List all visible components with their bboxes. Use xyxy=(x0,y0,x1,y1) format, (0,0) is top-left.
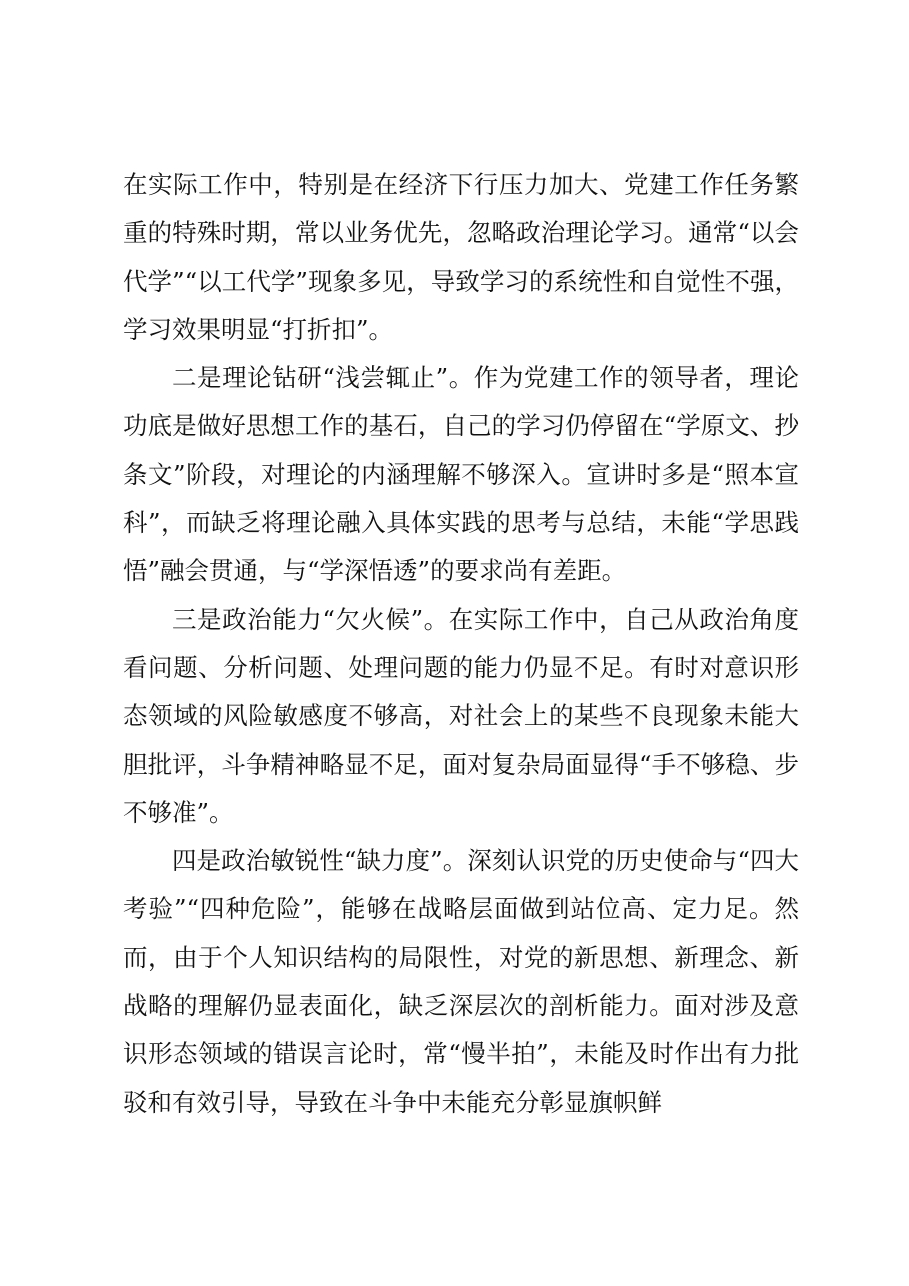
paragraph-continuation: 在实际工作中，特别是在经济下行压力加大、党建工作任务繁重的特殊时期，常以业务优先，忽略政治理论学习。通常“以会代学”“以工代学”现象多见，导致学习的系统性和自觉性不强，学习效果明显“打折扣”。 xyxy=(123,170,799,344)
paragraph-political-ability: 三是政治能力“欠火候”。在实际工作中，自己从政治角度看问题、分析问题、处理问题的能力仍显不足。有时对意识形态领域的风险敏感度不够高，对社会上的某些不良现象未能大胆批评，斗争精神略显不足，面对复杂局面显得“手不够稳、步不够准”。 xyxy=(123,604,799,827)
paragraph-political-sensitivity: 四是政治敏锐性“缺力度”。深刻认识党的历史使命与“四大考验”“四种危险”，能够在战略层面做到站位高、定力足。然而，由于个人知识结构的局限性，对党的新思想、新理念、新战略的理解仍显表面化，缺乏深层次的剖析能力。面对涉及意识形态领域的错误言论时，常“慢半拍”，未能及时作出有力批驳和有效引导，导致在斗争中未能充分彰显旗帜鲜 xyxy=(123,846,799,1117)
document-body xyxy=(123,161,799,1127)
paragraph-theory-study: 二是理论钻研“浅尝辄止”。作为党建工作的领导者，理论功底是做好思想工作的基石，自己的学习仍停留在“学原文、抄条文”阶段，对理论的内涵理解不够深入。宣讲时多是“照本宣科”，而缺乏将理论融入具体实践的思考与总结，未能“学思践悟”融会贯通，与“学深悟透”的要求尚有差距。 xyxy=(123,363,799,586)
